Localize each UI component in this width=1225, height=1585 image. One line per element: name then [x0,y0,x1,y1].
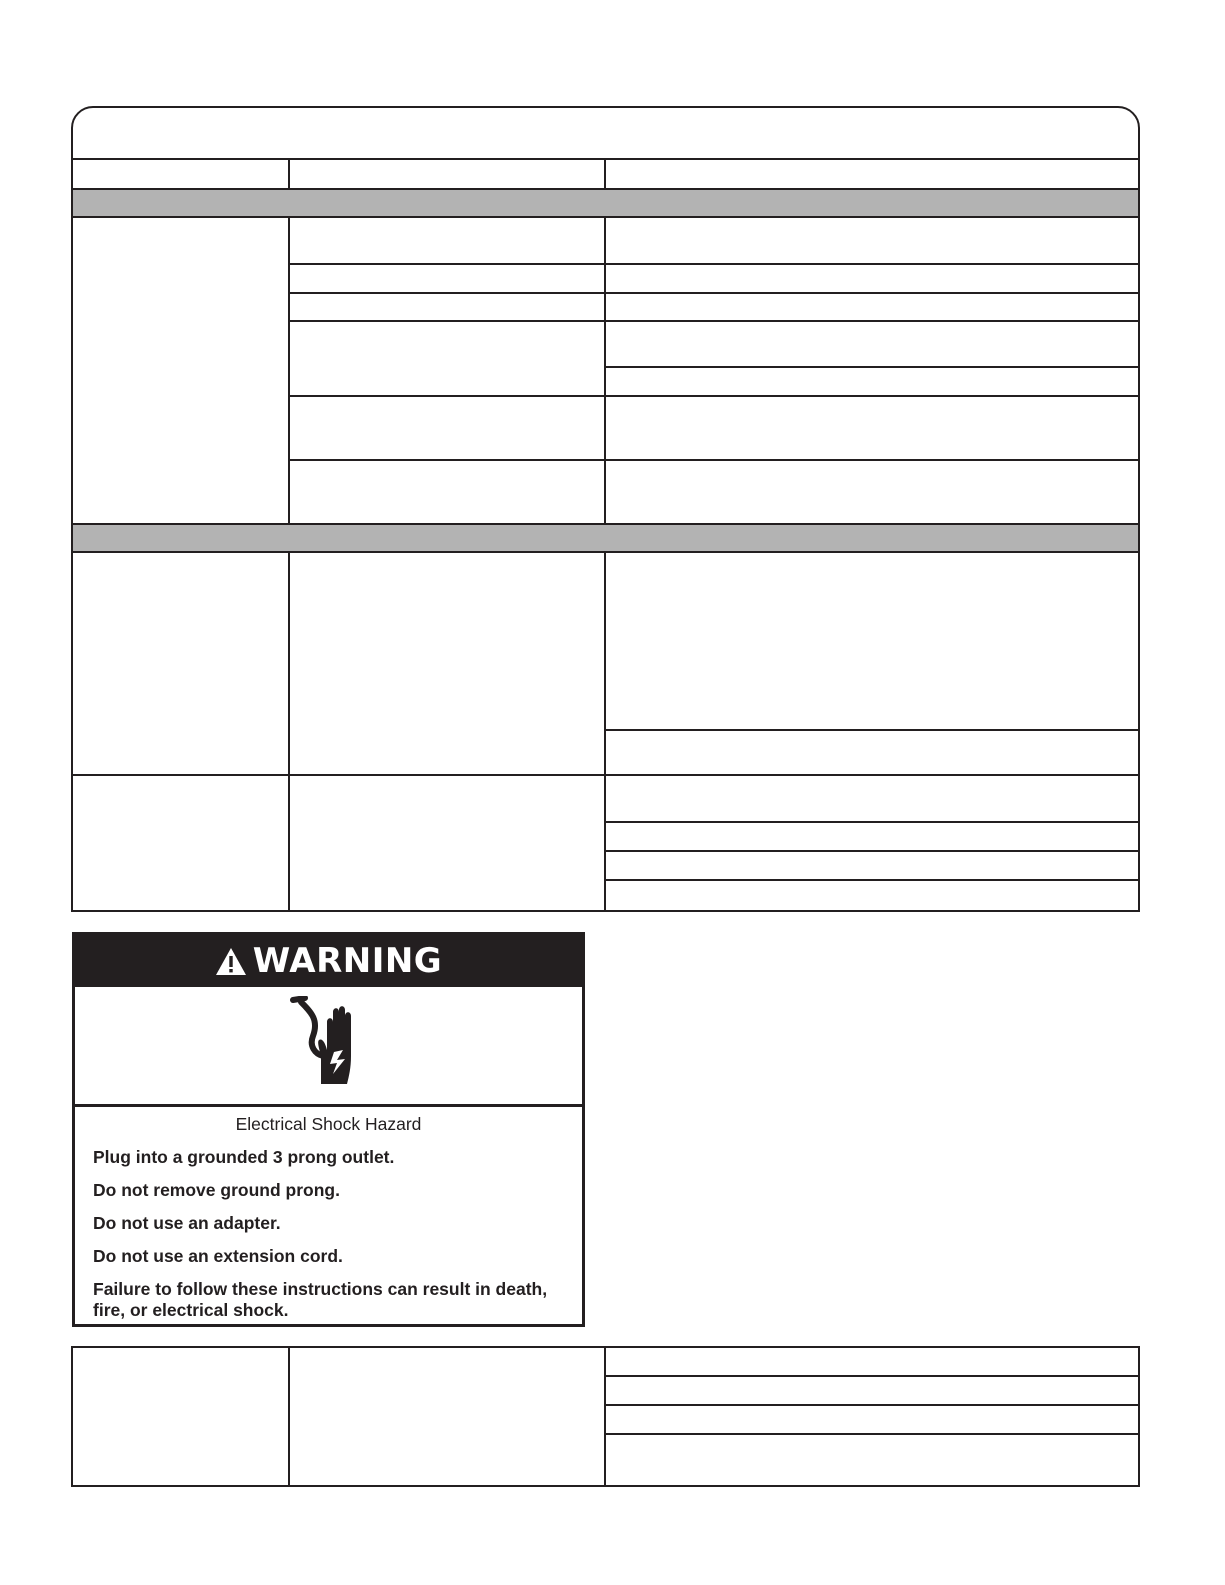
hazard-instruction: Plug into a grounded 3 prong outlet. [93,1147,395,1167]
hazard-instruction: Do not use an extension cord. [93,1246,343,1266]
table-row-divider [604,729,1140,731]
column-divider [604,551,606,912]
hazard-icon-area [75,987,582,1107]
electrical-shock-hand-icon [279,996,379,1096]
table-row-divider [604,850,1140,852]
column-divider [604,1346,606,1487]
table-row-divider [288,395,1140,397]
column-divider [288,158,290,189]
table-row-divider [604,366,1140,368]
table-row-divider [604,821,1140,823]
hazard-consequence: Failure to follow these instructions can result in death, fire, or electrical shock. [93,1279,548,1320]
hazard-instruction: Do not use an adapter. [93,1213,281,1233]
hazard-title: Electrical Shock Hazard [235,1114,422,1134]
section-band [73,525,1138,551]
column-divider [604,158,606,189]
table-row-divider [288,292,1140,294]
table-row-divider [288,459,1140,461]
table-row-divider [604,1404,1140,1406]
table-row-divider [71,774,1140,776]
column-divider [288,1346,290,1487]
table-row-divider [604,1375,1140,1377]
table-row-divider [288,320,1140,322]
electrical-shock-warning [72,932,585,1327]
warning-header [75,935,582,987]
warning-triangle-icon [215,947,247,976]
hazard-instruction: Do not remove ground prong. [93,1180,340,1200]
table-row-divider [288,263,1140,265]
warning-title: WARNING [252,941,443,981]
column-divider [288,551,290,912]
section-band [73,190,1138,216]
hazard-text [75,1107,582,1324]
table-row-divider [604,879,1140,881]
table-row-divider [604,1433,1140,1435]
